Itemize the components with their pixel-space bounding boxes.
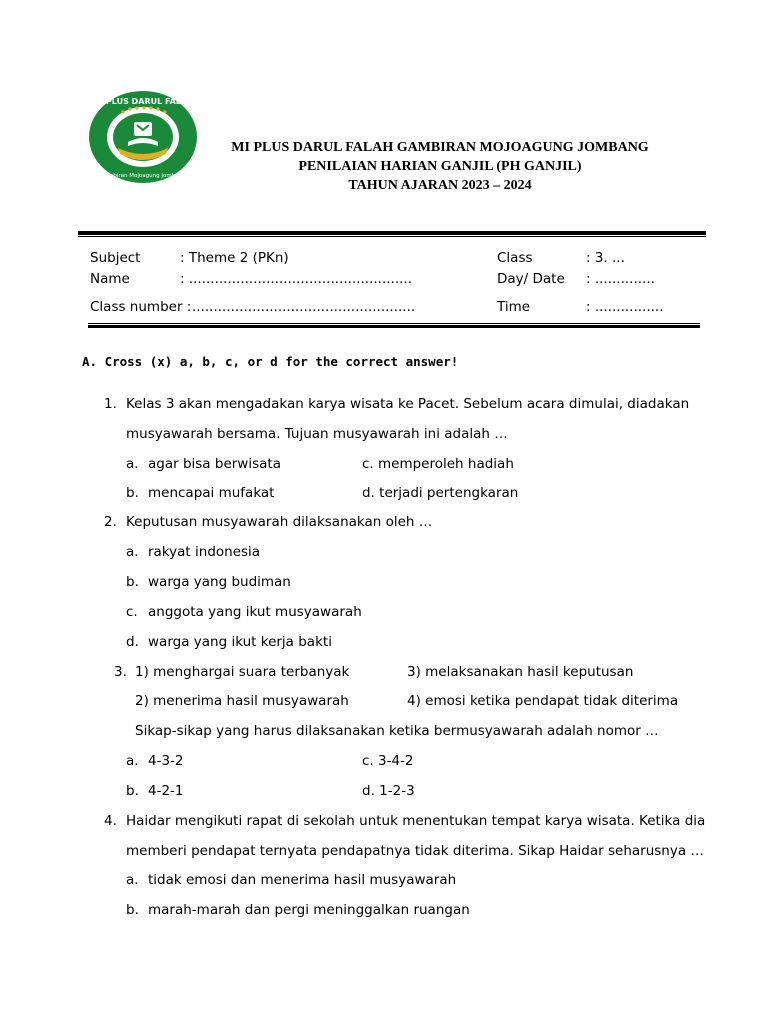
q2-option-d-label: d. [126, 634, 139, 650]
school-logo [88, 90, 198, 185]
q2-option-b: warga yang budiman [148, 574, 291, 590]
q4-option-a-label: a. [126, 872, 139, 888]
q3-statement-1: 1) menghargai suara terbanyak [135, 664, 350, 680]
q3-option-a: 4-3-2 [148, 753, 184, 769]
q2-option-c: anggota yang ikut musyawarah [148, 604, 362, 620]
q2-option-a-label: a. [126, 544, 139, 560]
top-divider [78, 231, 706, 235]
q1-option-a-label: a. [126, 456, 139, 472]
subject-label: Subject [90, 250, 141, 266]
q4-option-b-label: b. [126, 902, 139, 918]
q3-option-b-label: b. [126, 783, 139, 799]
time-field: : ................ [586, 299, 664, 315]
school-name: MI PLUS DARUL FALAH GAMBIRAN MOJOAGUNG JOMBANG [231, 140, 649, 155]
class-number-field: .................................................... [192, 299, 416, 315]
q1-option-d: d. terjadi pertengkaran [362, 485, 519, 501]
q1-option-b: mencapai mufakat [148, 485, 275, 501]
top-divider-thin [78, 236, 706, 237]
day-date-label: Day/ Date [497, 271, 565, 287]
time-label: Time [497, 299, 531, 315]
bottom-divider-thin [88, 323, 700, 324]
name-field: : .................................................... [180, 271, 412, 287]
q2-text: Keputusan musyawarah dilaksanakan oleh … [126, 514, 433, 530]
q1-option-a: agar bisa berwisata [148, 456, 281, 472]
section-a-instruction: A. Cross (x) a, b, c, or d for the correct answer! [82, 354, 459, 369]
q2-number: 2. [104, 514, 117, 530]
q1-number: 1. [104, 396, 117, 412]
q3-statement-4: 4) emosi ketika pendapat tidak diterima [407, 693, 679, 709]
class-value: : 3. ... [586, 250, 625, 266]
q3-statement-2: 2) menerima hasil musyawarah [135, 693, 349, 709]
q3-option-a-label: a. [126, 753, 139, 769]
q4-option-b: marah-marah dan pergi meninggalkan ruangan [148, 902, 470, 918]
subject-value: : Theme 2 (PKn) [180, 250, 289, 266]
bottom-divider [88, 325, 700, 328]
q1-text-1: Kelas 3 akan mengadakan karya wisata ke Pacet. Sebelum acara dimulai, diadakan [126, 396, 690, 412]
class-label: Class [497, 250, 533, 266]
document-header [200, 138, 680, 195]
q3-statement-3: 3) melaksanakan hasil keputusan [407, 664, 634, 680]
q2-option-a: rakyat indonesia [148, 544, 261, 560]
exam-title: PENILAIAN HARIAN GANJIL (PH GANJIL) [298, 159, 582, 174]
name-label: Name [90, 271, 130, 287]
q4-text-2: memberi pendapat ternyata pendapatnya tidak diterima. Sikap Haidar seharusnya … [126, 843, 704, 859]
day-date-field: : .............. [586, 271, 655, 287]
q3-number: 3. [114, 664, 127, 680]
q3-option-b: 4-2-1 [148, 783, 184, 799]
q3-option-c: c. 3-4-2 [362, 753, 414, 769]
q1-text-2: musyawarah bersama. Tujuan musyawarah ini adalah … [126, 426, 508, 442]
logo-top-text: MI PLUS DARUL FALAH [92, 97, 194, 106]
q1-option-b-label: b. [126, 485, 139, 501]
q2-option-d: warga yang ikut kerja bakti [148, 634, 332, 650]
q3-text: Sikap-sikap yang harus dilaksanakan ketika bermusyawarah adalah nomor … [135, 723, 659, 739]
logo-bottom-text: Gambiran Mojoagung Jombang [100, 173, 186, 179]
academic-year: TAHUN AJARAN 2023 – 2024 [348, 178, 532, 193]
q4-option-a: tidak emosi dan menerima hasil musyawarah [148, 872, 457, 888]
q2-option-b-label: b. [126, 574, 139, 590]
q2-option-c-label: c. [126, 604, 138, 620]
q4-number: 4. [104, 813, 117, 829]
q1-option-c: c. memperoleh hadiah [362, 456, 514, 472]
q3-option-d: d. 1-2-3 [362, 783, 415, 799]
class-number-label: Class number : [90, 299, 192, 315]
q4-text-1: Haidar mengikuti rapat di sekolah untuk menentukan tempat karya wisata. Ketika dia [126, 813, 706, 829]
